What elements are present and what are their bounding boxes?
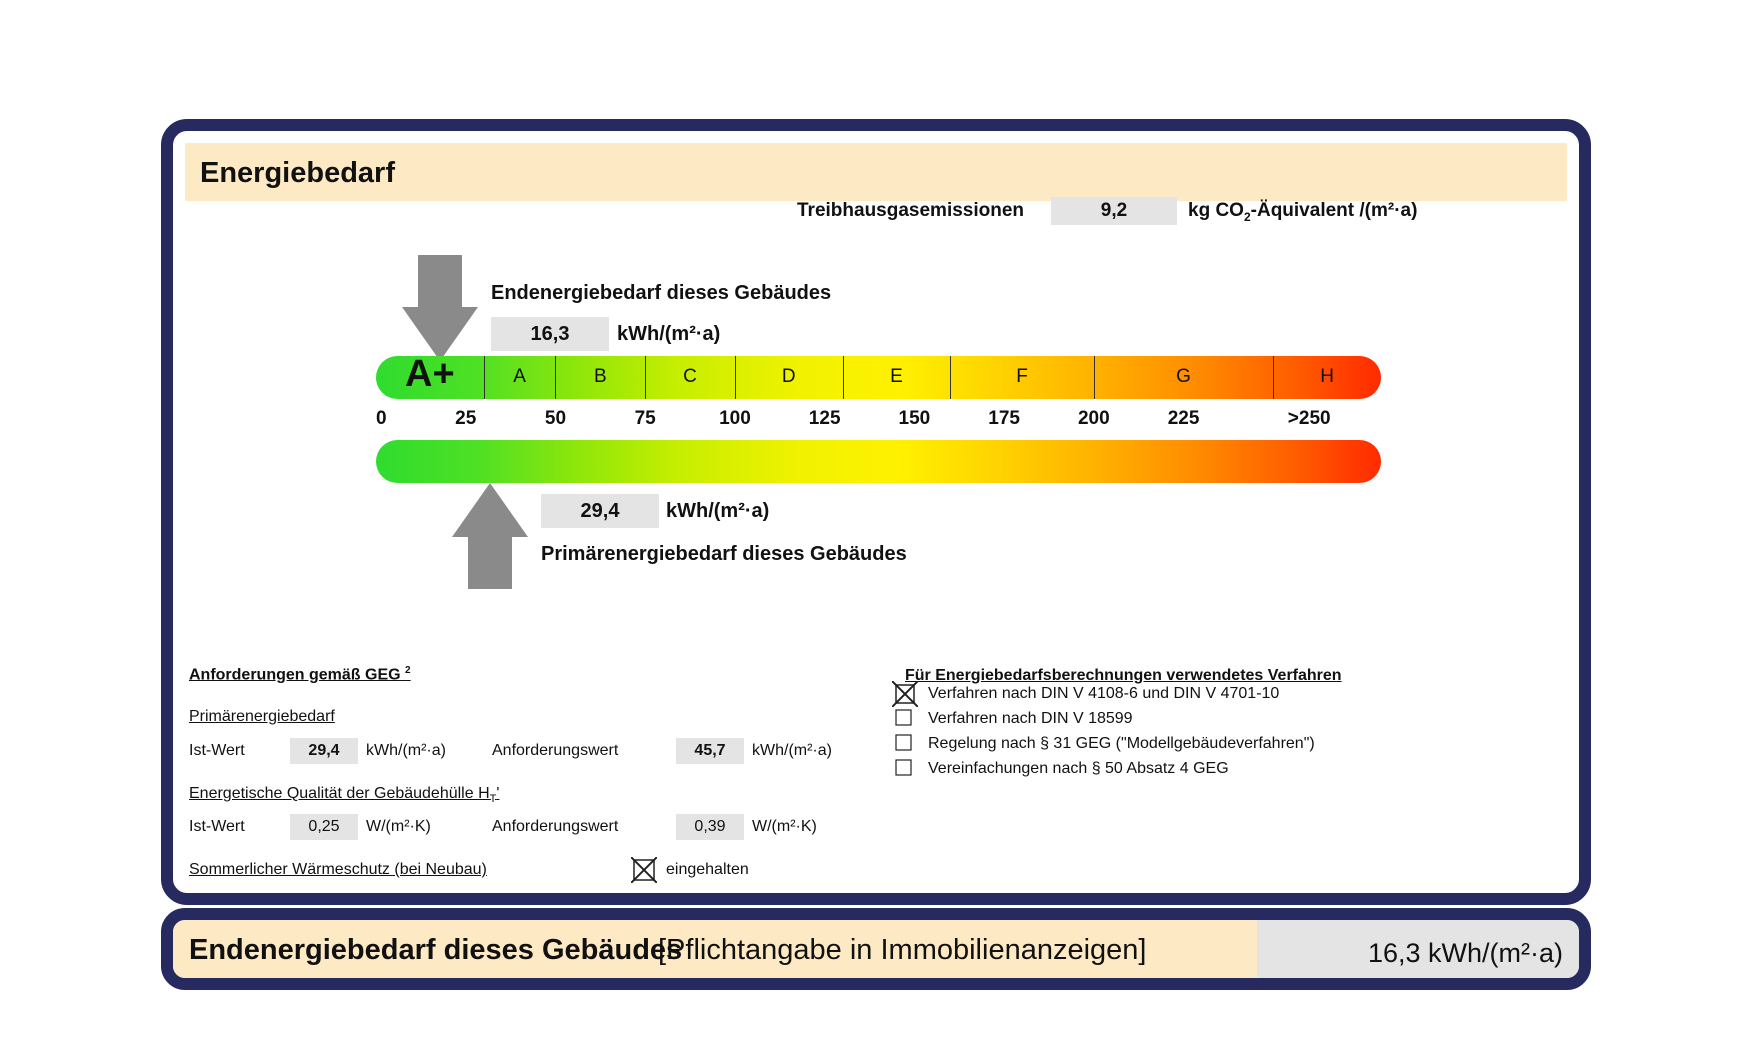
- envelope-title: [189, 785, 499, 805]
- scale-tick-label: 225: [1167, 408, 1200, 429]
- method-checkbox[interactable]: [895, 734, 921, 760]
- method-option-label: Verfahren nach DIN V 4108-6 und DIN V 4701-10: [928, 685, 1280, 702]
- requirements-title: [189, 665, 411, 684]
- envelope-title-text: Energetische Qualität der Gebäudehülle H: [189, 785, 490, 802]
- class-divider: [843, 356, 844, 399]
- class-label-b: B: [593, 366, 607, 387]
- method-option-label: Vereinfachungen nach § 50 Absatz 4 GEG: [928, 760, 1229, 777]
- scale-tick-label: 125: [808, 408, 841, 429]
- envelope-req-value: 0,39: [676, 814, 744, 840]
- footer-value: 16,3 kWh/(m²·a): [1367, 938, 1563, 968]
- envelope-req-label: Anforderungswert: [492, 818, 619, 835]
- class-label-a: A: [513, 366, 526, 387]
- footer-panel: [161, 908, 1591, 990]
- end-energy-label: Endenergiebedarf dieses Gebäudes: [491, 282, 832, 304]
- ghg-value: 9,2: [1051, 197, 1177, 225]
- envelope-ist-label: Ist-Wert: [189, 818, 245, 835]
- primary-req-title: Primärenergiebedarf: [189, 708, 335, 725]
- class-divider: [645, 356, 646, 399]
- primary-ist-label: Ist-Wert: [189, 742, 245, 759]
- class-label-a-plus: A+: [405, 353, 455, 395]
- requirements-title-sup: 2: [405, 665, 411, 676]
- panel-title: Energiebedarf: [200, 157, 395, 189]
- class-label-e: E: [890, 366, 903, 387]
- footer-title-area: [173, 920, 1257, 978]
- primary-energy-bar: [376, 440, 1381, 483]
- summer-protection-label: Sommerlicher Wärmeschutz (bei Neubau): [189, 861, 487, 878]
- method-option-label: Verfahren nach DIN V 18599: [928, 710, 1133, 727]
- class-divider: [484, 356, 485, 399]
- class-label-d: D: [781, 366, 796, 387]
- class-divider: [555, 356, 556, 399]
- class-divider: [950, 356, 951, 399]
- primary-energy-unit: kWh/(m²·a): [666, 500, 770, 522]
- method-title: Für Energiebedarfsberechnungen verwendetes Verfahren: [905, 667, 1342, 684]
- summer-protection-checkbox[interactable]: [631, 857, 657, 883]
- footer-value-area: [1257, 920, 1579, 978]
- class-label-f: F: [1016, 366, 1028, 387]
- envelope-title-sub: T: [489, 793, 497, 806]
- class-label-g: G: [1176, 366, 1191, 387]
- ghg-unit-prefix: kg CO: [1188, 200, 1244, 221]
- summer-protection-status: eingehalten: [666, 861, 749, 878]
- primary-energy-value: 29,4: [541, 494, 659, 528]
- primary-req-unit: kWh/(m²·a): [752, 742, 832, 759]
- method-checkbox[interactable]: [895, 709, 921, 735]
- panel-header: [185, 143, 1567, 201]
- efficiency-class-bar: [376, 353, 1381, 399]
- scale-tick-label: 50: [544, 408, 567, 429]
- class-divider: [1094, 356, 1095, 399]
- end-energy-value: 16,3: [491, 317, 609, 351]
- envelope-title-suffix: ': [496, 785, 500, 802]
- scale-tick-label: 175: [988, 408, 1020, 429]
- scale-tick-label: 200: [1077, 408, 1110, 429]
- scale-tick-label: 25: [455, 408, 477, 429]
- method-checkbox[interactable]: [895, 759, 921, 785]
- ghg-unit-suffix: -Äquivalent /(m²·a): [1250, 200, 1418, 221]
- scale-tick-label: 75: [634, 408, 656, 429]
- envelope-ist-value: 0,25: [290, 814, 358, 840]
- scale-tick-label: 150: [898, 408, 931, 429]
- primary-ist-value: 29,4: [290, 738, 358, 764]
- class-divider: [1273, 356, 1274, 399]
- envelope-ist-unit: W/(m²·K): [366, 818, 431, 835]
- primary-energy-label: Primärenergiebedarf dieses Gebäudes: [541, 543, 907, 565]
- scale-tick-label: >250: [1287, 408, 1331, 429]
- scale-tick-label: 0: [376, 408, 387, 429]
- primary-energy-arrow-icon: [452, 483, 528, 589]
- envelope-req-unit: W/(m²·K): [752, 818, 817, 835]
- footer-title: Endenergiebedarf dieses Gebäudes: [189, 934, 683, 966]
- ghg-unit: [1188, 200, 1417, 224]
- primary-req-label: Anforderungswert: [492, 742, 619, 759]
- ghg-unit-sub: 2: [1243, 209, 1251, 224]
- ghg-label: Treibhausgasemissionen: [797, 200, 1025, 221]
- primary-ist-unit: kWh/(m²·a): [366, 742, 446, 759]
- scale-tick-label: 100: [719, 408, 751, 429]
- class-label-c: C: [683, 366, 697, 387]
- end-energy-arrow-icon: [402, 255, 478, 361]
- end-energy-unit: kWh/(m²·a): [617, 323, 721, 345]
- method-option-label: Regelung nach § 31 GEG ("Modellgebäudeverfahren"): [928, 735, 1315, 752]
- primary-req-value: 45,7: [676, 738, 744, 764]
- class-label-h: H: [1320, 366, 1335, 387]
- method-checkbox[interactable]: [892, 681, 918, 707]
- footer-note: [Pflichtangabe in Immobilienanzeigen]: [658, 934, 1147, 966]
- class-divider: [735, 356, 736, 399]
- requirements-title-text: Anforderungen gemäß GEG: [189, 666, 401, 684]
